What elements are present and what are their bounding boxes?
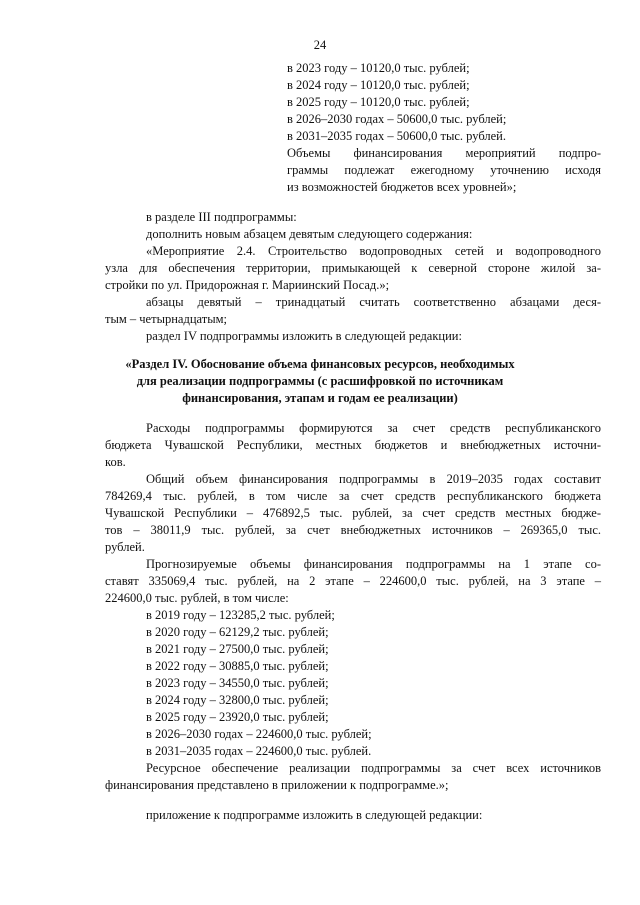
paragraph-line: Чувашской Республики – 476892,5 тыс. рублей, за счет средств местных бюдже- (105, 506, 601, 520)
list-item: в 2023 году – 10120,0 тыс. рублей; (287, 61, 470, 75)
list-item: в 2025 году – 23920,0 тыс. рублей; (146, 710, 329, 724)
paragraph-line: бюджета Чувашской Республики, местных бюджетов и внебюджетных источни- (105, 438, 601, 452)
section-heading: финансирования, этапам и годам ее реализации) (182, 391, 458, 405)
paragraph-line: ставят 335069,4 тыс. рублей, на 2 этапе – 224600,0 тыс. рублей, на 3 этапе – (105, 574, 601, 588)
paragraph-line: финансирования представлено в приложении к подпрограмме.»; (105, 778, 449, 792)
paragraph-line: Общий объем финансирования подпрограммы в 2019–2035 годах составит (146, 472, 601, 486)
instruction-line: «Мероприятие 2.4. Строительство водопроводных сетей и водопроводного (146, 244, 601, 258)
paragraph-line: 784269,4 тыс. рублей, в том числе за счет средств республиканского бюджета (105, 489, 601, 503)
paragraph-line: Расходы подпрограммы формируются за счет средств республиканского (146, 421, 601, 435)
page-number: 24 (313, 38, 327, 52)
paragraph-line: из возможностей бюджетов всех уровней»; (287, 180, 517, 194)
paragraph-line: Прогнозируемые объемы финансирования подпрограммы на 1 этапе со- (146, 557, 601, 571)
list-item: в 2024 году – 32800,0 тыс. рублей; (146, 693, 329, 707)
list-item: в 2022 году – 30885,0 тыс. рублей; (146, 659, 329, 673)
paragraph-line: тов – 38011,9 тыс. рублей, за счет внебюджетных источников – 269365,0 тыс. (105, 523, 601, 537)
list-item: в 2021 году – 27500,0 тыс. рублей; (146, 642, 329, 656)
list-item: в 2023 году – 34550,0 тыс. рублей; (146, 676, 329, 690)
list-item: в 2031–2035 годах – 224600,0 тыс. рублей. (146, 744, 372, 758)
paragraph-line: 224600,0 тыс. рублей, в том числе: (105, 591, 289, 605)
list-item: в 2025 году – 10120,0 тыс. рублей; (287, 95, 470, 109)
instruction-line: узла для обеспечения территории, примыкающей к северной стороне жилой за- (105, 261, 601, 275)
section-heading: для реализации подпрограммы (с расшифровкой по источникам (136, 374, 504, 388)
list-item: в 2031–2035 годах – 50600,0 тыс. рублей. (287, 129, 506, 143)
instruction-line: приложение к подпрограмме изложить в следующей редакции: (146, 808, 483, 822)
instruction-line: раздел IV подпрограммы изложить в следующей редакции: (146, 329, 462, 343)
instruction-line: тым – четырнадцатым; (105, 312, 227, 326)
list-item: в 2020 году – 62129,2 тыс. рублей; (146, 625, 329, 639)
instruction-line: дополнить новым абзацем девятым следующего содержания: (146, 227, 473, 241)
paragraph-line: граммы подлежат ежегодному уточнению исходя (287, 163, 601, 177)
section-heading: «Раздел IV. Обоснование объема финансовых ресурсов, необходимых (125, 357, 515, 371)
list-item: в 2026–2030 годах – 50600,0 тыс. рублей; (287, 112, 507, 126)
instruction-line: абзацы девятый – тринадцатый считать соответственно абзацами деся- (146, 295, 601, 309)
list-item: в 2019 году – 123285,2 тыс. рублей; (146, 608, 335, 622)
list-item: в 2026–2030 годах – 224600,0 тыс. рублей; (146, 727, 372, 741)
paragraph-line: Ресурсное обеспечение реализации подпрограммы за счет всех источников (146, 761, 601, 775)
paragraph-line: рублей. (105, 540, 145, 554)
paragraph-line: Объемы финансирования мероприятий подпро- (287, 146, 601, 160)
paragraph-line: ков. (105, 455, 126, 469)
list-item: в 2024 году – 10120,0 тыс. рублей; (287, 78, 470, 92)
instruction-line: в разделе III подпрограммы: (146, 210, 297, 224)
instruction-line: стройки по ул. Придорожная г. Мариинский Посад.»; (105, 278, 390, 292)
